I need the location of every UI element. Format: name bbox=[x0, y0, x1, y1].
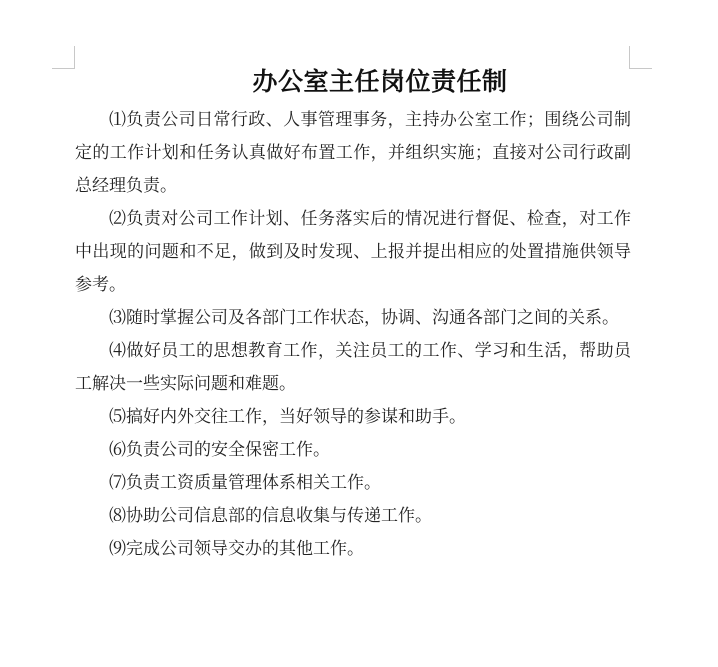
paragraph-7: ⑺负责工资质量管理体系相关工作。 bbox=[109, 473, 381, 493]
paragraph-9: ⑼完成公司领导交办的其他工作。 bbox=[109, 539, 364, 559]
paragraph-2: ⑵负责对公司工作计划、任务落实后的情况进行督促、检查，对工作中出现的问题和不足，做到及时发现、上报并提出相应的处置措施供领导参考。 bbox=[75, 209, 631, 295]
paragraph-5: ⑸搞好内外交往工作，当好领导的参谋和助手。 bbox=[109, 407, 466, 427]
paragraph-4: ⑷做好员工的思想教育工作，关注员工的工作、学习和生活，帮助员工解决一些实际问题和难题。 bbox=[75, 341, 631, 394]
paragraph-3: ⑶随时掌握公司及各部门工作状态，协调、沟通各部门之间的关系。 bbox=[109, 308, 619, 328]
document-body bbox=[75, 104, 631, 566]
paragraph-1: ⑴负责公司日常行政、人事管理事务，主持办公室工作；围绕公司制定的工作计划和任务认真做好布置工作，并组织实施；直接对公司行政副总经理负责。 bbox=[75, 110, 631, 196]
paragraph-8: ⑻协助公司信息部的信息收集与传递工作。 bbox=[109, 506, 432, 526]
document-title: 办公室主任岗位责任制 bbox=[252, 67, 508, 96]
paragraph-6: ⑹负责公司的安全保密工作。 bbox=[109, 440, 330, 460]
